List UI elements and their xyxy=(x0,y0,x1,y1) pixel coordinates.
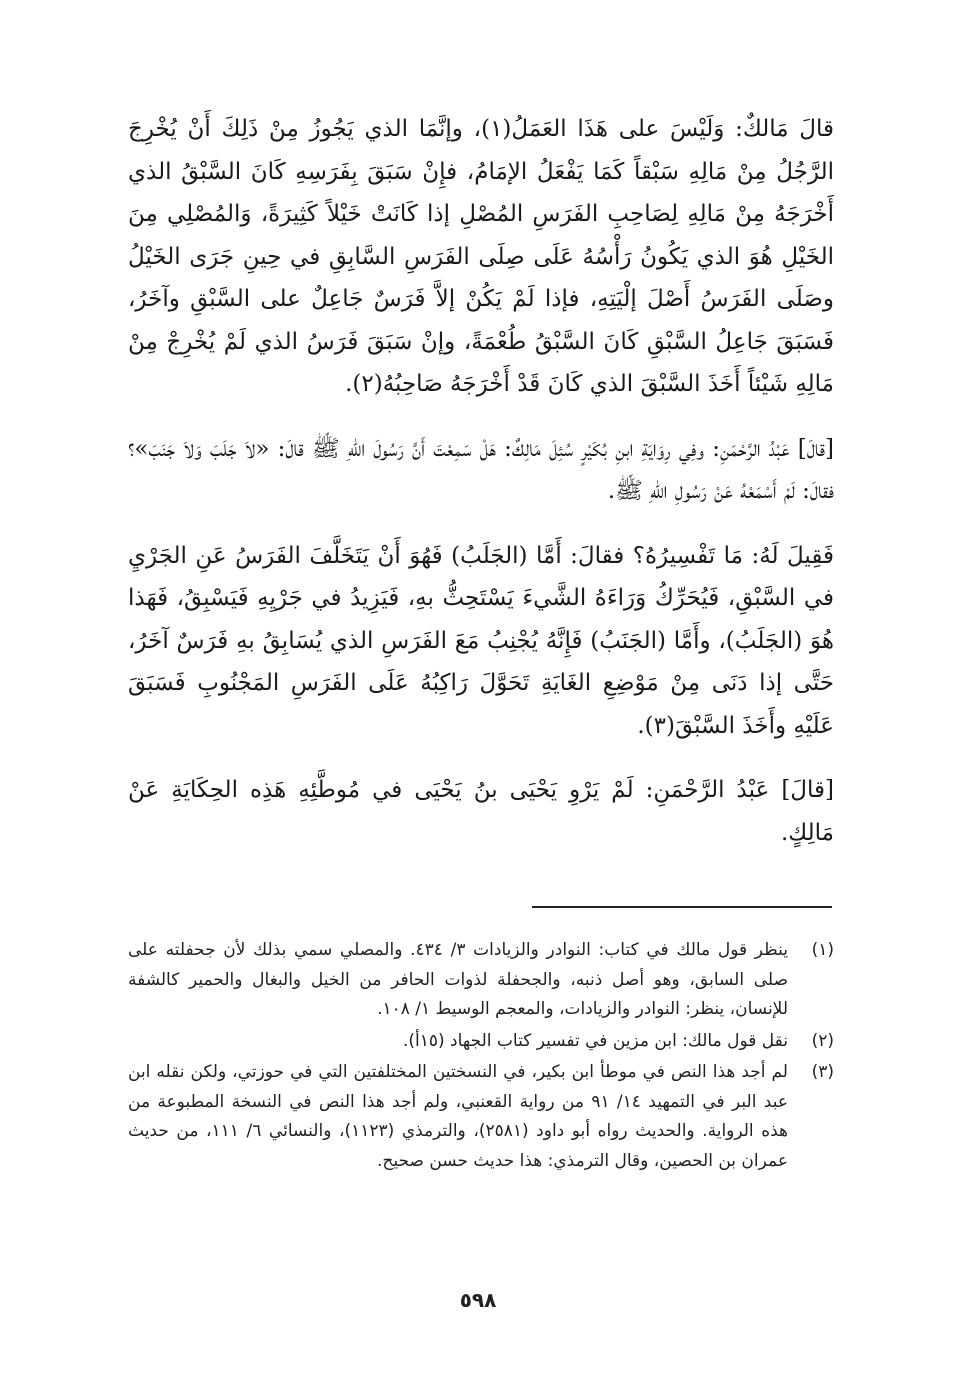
footnote-text: لم أجد هذا النص في موطأ ابن بكير، في النسختين المختلفتين التي في حوزتي، ولكن نقله ابن عبد البر في التمهيد ١٤/ ٩١ من رواية القعنبي، ولم أجد هذا النص في النسخة المطبوعة من هذه الرواية. والحديث رواه أبو داود (٢٥٨١)، والترمذي (١١٢٣)، والنسائي ٦/ ١١١، من حديث عمران بن الحصين، وقال الترمذي: هذا حديث حسن صحيح. xyxy=(128,1062,789,1171)
footnote-number: (٣) xyxy=(811,1062,834,1082)
footnote-text: نقل قول مالك: ابن مزين في تفسير كتاب الجهاد (١٥أ). xyxy=(402,1030,788,1051)
footnote-number: (١) xyxy=(811,940,834,960)
footnote-number: (٢) xyxy=(811,1030,834,1051)
paragraph-yahya-note: [قالَ] عَبْدُ الرَّحْمَنِ: لَمْ يَرْوِ يَحْيَى بنُ يَحْيَى في مُوطَّئِهِ هَذِه الحِكَايَةِ عَنْ مَالِكٍ. xyxy=(128,777,834,846)
paragraph-malik-saying: قالَ مَالكٌ: وَلَيْسَ على هَذَا العَمَلُ(١)، وإنَّمَا الذي يَجُوزُ مِنْ ذَلِكَ أَنْ يُخْرِجَ الرَّجُلُ مِنْ مَالِهِ سَبْقاً كَمَا يَفْعَلُ الإمَامُ، فإِنْ سَبَقَ بِفَرَسِهِ كَانَ السَّبْقُ الذي أَخْرَجَهُ مِنْ مَالِهِ لِصَاحِبِ الفَرَسِ المُصْلِ إذا كَانَتْ خَيْلاً كَثِيرَةً، وَالمُصْلِي مِنَ الخَيْلِ هُوَ الذي يَكُونُ رَأْسُهُ عَلَى صِلَى الفَرَسِ السَّابِقِ في حِينِ جَرَى الخَيْلُ وصَلَى الفَرَسُ أَصْلَ إلْيَتِهِ، فإذا لَمْ يَكُنْ إلاَّ فَرَسٌ جَاعِلٌ على السَّبْقِ وآخَرُ، فَسَبَقَ جَاعِلُ السَّبْقِ كَانَ السَّبْقُ طُعْمَةً، وإنْ سَبَقَ فَرَسُ الذي لَمْ يُخْرِجْ مِنْ مَالِهِ شَيْئاً أَخَذَ السَّبْقَ الذي كَانَ قَدْ أَخْرَجَهُ صَاحِبُهُ(٢). xyxy=(128,116,834,397)
footnote-item xyxy=(128,1027,834,1057)
footnote-item xyxy=(128,1058,834,1176)
page-number: ٥٩٨ xyxy=(459,1288,497,1312)
paragraph-tafsir-jalab-janab: فَقِيلَ لَهُ: مَا تَفْسِيرُهُ؟ فقالَ: أَمَّا (الجَلَبُ) فَهُوَ أَنْ يَتَخَلَّفَ الفَرَسُ عَنِ الجَرْيِ في السَّبْقِ، فَيُحَرِّكُ وَرَاءَهُ الشَّيءَ يَسْتَحِثُّ بهِ، فَيَزِيدُ في جَرْيِهِ فَيَسْبِقُ، فَهَذا هُوَ (الجَلَبُ)، وأَمَّا (الجَنَبُ) فَإِنَّهُ يُجْنِبُ مَعَ الفَرَسِ الذي يُسَابِقُ بهِ فَرَسٌ آخَرُ، حَتَّى إذا دَنَى مِنْ مَوْضِعِ الغَايَةِ تَحَوَّلَ رَاكِبُهُ عَلَى الفَرَسِ المَجْنُوبِ فَسَبَقَ عَلَيْهِ وأَخَذَ السَّبْقَ(٣). xyxy=(128,542,834,739)
main-text xyxy=(128,108,834,854)
paragraph-ibn-bukayr-question: [قالَ] عَبْدُ الرَّحْمَنِ: وفِي رِوَايَةِ ابنِ بُكَيْرٍ سُئِلَ مَالِكٌ: هَلْ سَمِعْتَ أَنَّ رَسُولَ اللهِ ﷺ قالَ: «لاَ جَلَبَ وَلاَ جَنَبَ»؟ فقالَ: لَمْ أَسْمَعْهُ عَنْ رَسُولِ اللهِ ﷺ. xyxy=(128,435,834,504)
footnote-text: ينظر قول مالك في كتاب: النوادر والزيادات ٣/ ٤٣٤. والمصلي سمي بذلك لأن جحفلته على صلى السابق، وهو أصل ذنبه، والجحفلة لذوات الحافر من الخيل والبغال والحمير كالشفة للإنسان، ينظر: النوادر والزيادات، والمعجم الوسيط ١/ ١٠٨. xyxy=(128,940,788,1019)
footnote-item xyxy=(128,936,834,1025)
footnotes xyxy=(128,936,834,1178)
footnote-divider xyxy=(532,906,832,908)
